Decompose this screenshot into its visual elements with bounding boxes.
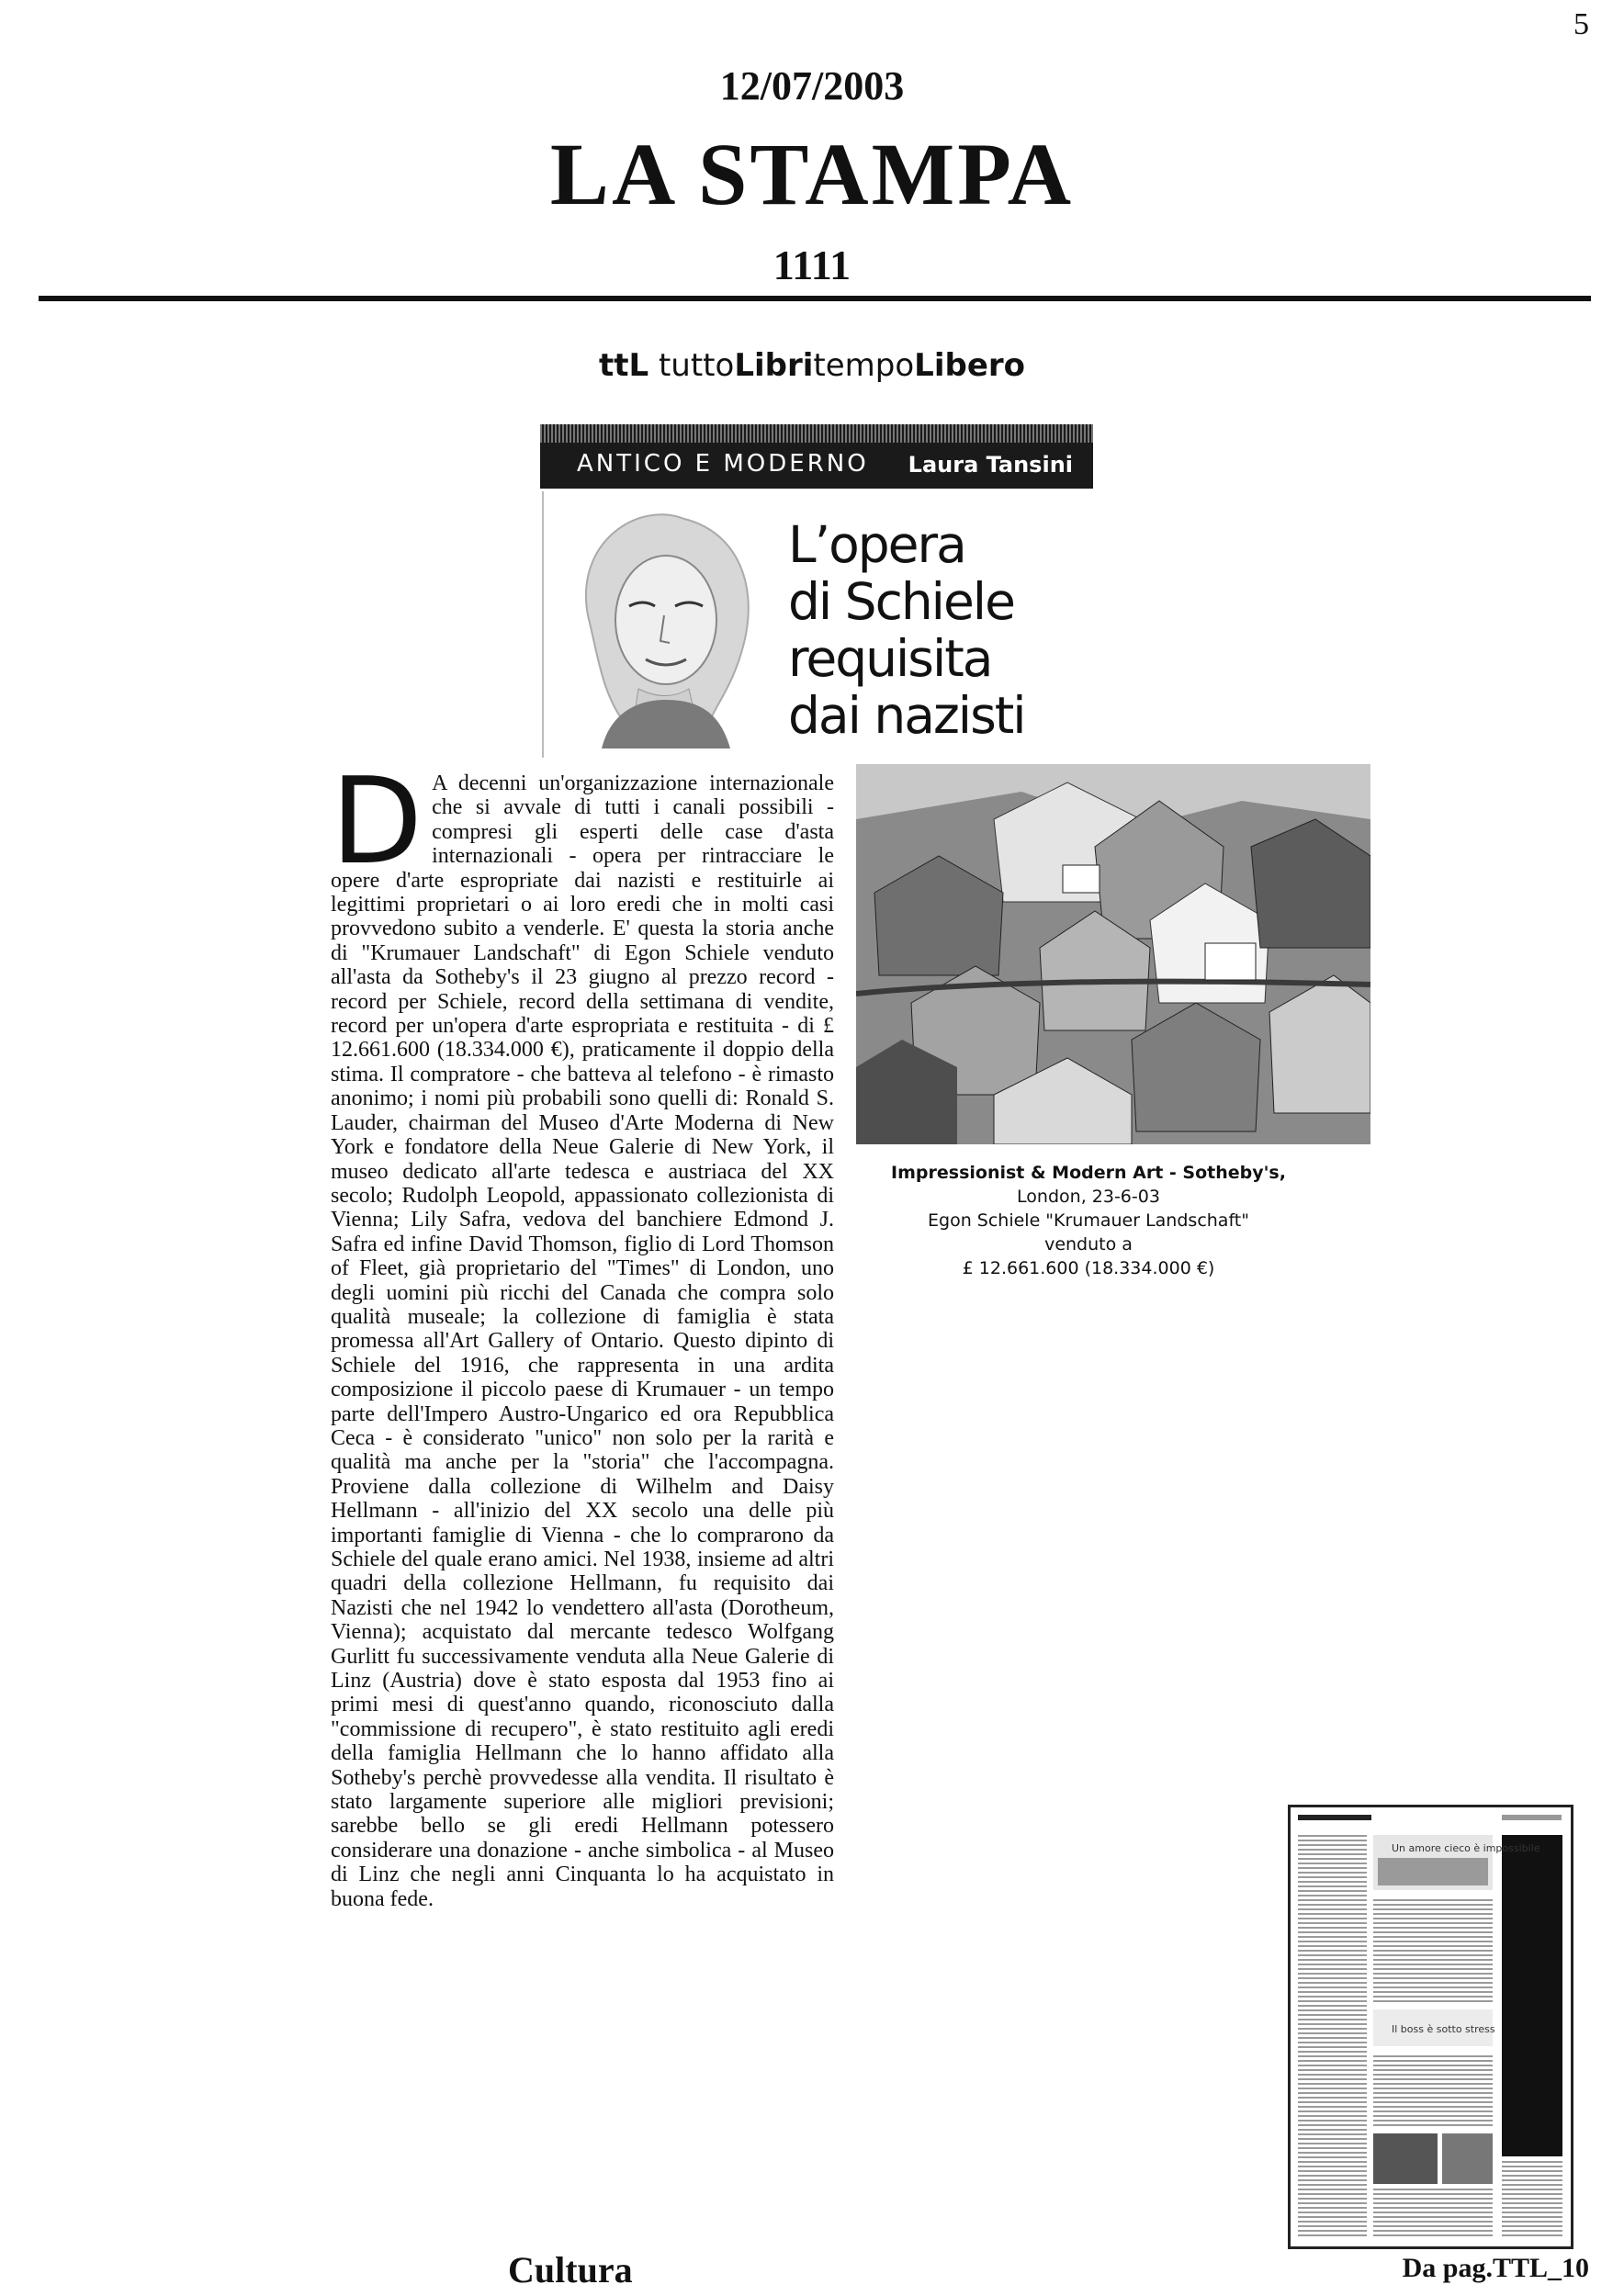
supplement-part1: tutto [658,347,735,384]
article-body [331,751,834,1911]
footer-section: Cultura [508,2249,633,2290]
supplement-part3: tempo [813,347,915,384]
image-caption [845,1161,1332,1280]
caption-line-3: venduto a [1044,1234,1133,1255]
thumbnail-headline-1: Un amore cieco è impossibile [1392,1842,1540,1854]
newspaper-masthead: LA STAMPA [549,125,1075,223]
page-number: 5 [1573,7,1589,41]
supplement-part4: Libero [914,347,1026,384]
drop-cap: D [331,751,423,891]
thumbnail-headline-2: Il boss è sotto stress [1392,2023,1495,2035]
headline-line-4: dai nazisti [788,686,1025,745]
author-portrait [565,505,762,748]
author-name: Laura Tansini [908,452,1073,478]
article-headline [788,516,1025,744]
caption-line-1: London, 23-6-03 [1017,1187,1160,1207]
publication-date: 12/07/2003 [719,63,905,108]
headline-line-3: requisita [788,629,992,688]
headline-line-2: di Schiele [788,572,1014,631]
caption-line-2: Egon Schiele "Krumauer Landschaft" [928,1210,1249,1231]
section-bar [540,424,1093,489]
section-divider [542,491,544,758]
supplement-prefix: ttL [598,347,649,384]
headline-line-1: L’opera [788,515,965,574]
footer-source: Da pag.TTL_10 [1402,2253,1589,2283]
supplement-part2: Libri [734,347,814,384]
section-label: ANTICO E MODERNO [577,450,869,478]
article-text: A decenni un'organizzazione internazionale che si avvale di tutti i canali possibili - compresi gli esperti delle case d'asta internazionali - opera per rintracciare le opere d'arte espropriate dai nazisti e restituirle ai legittimi proprietari o ai loro eredi che in molti casi provvedono subito a venderle. E' questa la storia anche di "Krumauer Landschaft" di Egon Schiele venduto all'asta da Sotheby's il 23 giugno al prezzo record - record per Schiele, record della settimana di vendite, record per un'opera d'arte espropriata e restituita - di £ 12.661.600 (18.334.000 €), praticamente il doppio della stima. Il compratore - che batteva al telefono - è rimasto anonimo; i nomi più probabili sono quelli di: Ronald S. Lauder, chairman del Museo d'Arte Moderna di New York e fondatore della Neue Galerie di New York, il museo dedicato all'arte tedesca e austriaca del XX secolo; Rudolph Leopold, appassionato collezionista di Vienna; Lily Safra, vedova del banchiere Edmond J. Safra ed infine David Thomson, figlio di Lord Thomson of Fleet, già proprietario del "Times" di London, uno degli uomini più ricchi del Canada che compra solo qualità museale; la collezione di famiglia è stata promessa all'Art Gallery of Ontario. Questo dipinto di Schiele del 1916, che rappresenta in una ardita composizione il piccolo paese di Krumauer - un tempo parte dell'Impero Austro-Ungarico ed ora Repubblica Ceca - è considerato "unico" non solo per la rarità e qualità ma anche per la "storia" che l'accompagna. Proviene dalla collezione di Wilhelm and Daisy Hellmann - all'inizio del XX secolo una delle più importanti famiglie di Vienna - che lo comprarono da Schiele del quale erano amici. Nel 1938, insieme ad altri quadri della collezione Hellmann, fu requisito dai Nazisti che nel 1942 lo vendettero all'asta (Dorotheum, Vienna); acquistato dal mercante tedesco Wolfgang Gurlitt fu successivamente venduta alla Neue Galerie di Linz (Austria) dove è stato esposta dal 1953 fino ai primi mesi di quest'anno quando, riconosciuto dalla "commissione di recupero", è stato restituito agli eredi della famiglia Hellmann che lo hanno affidato alla Sotheby's perchè provvedesse alla vendita. Il risultato è stato largamente superiore alle migliori previsioni; sarebbe bello se gli eredi Hellmann potessero considerare una donazione - anche simbolica - al Museo di Linz che negli anni Cinquanta lo ha acquistato in buona fede. [331,771,834,1911]
schiele-painting-image [856,764,1370,1144]
section-bar-hatch [540,424,1093,443]
caption-title: Impressionist & Modern Art - Sotheby's, [891,1163,1286,1183]
page-thumbnail [1288,1805,1573,2249]
caption-line-4: £ 12.661.600 (18.334.000 €) [962,1258,1215,1278]
header-rule [39,296,1591,301]
supplement-title [0,347,1624,384]
edition-number: 1111 [773,242,851,288]
